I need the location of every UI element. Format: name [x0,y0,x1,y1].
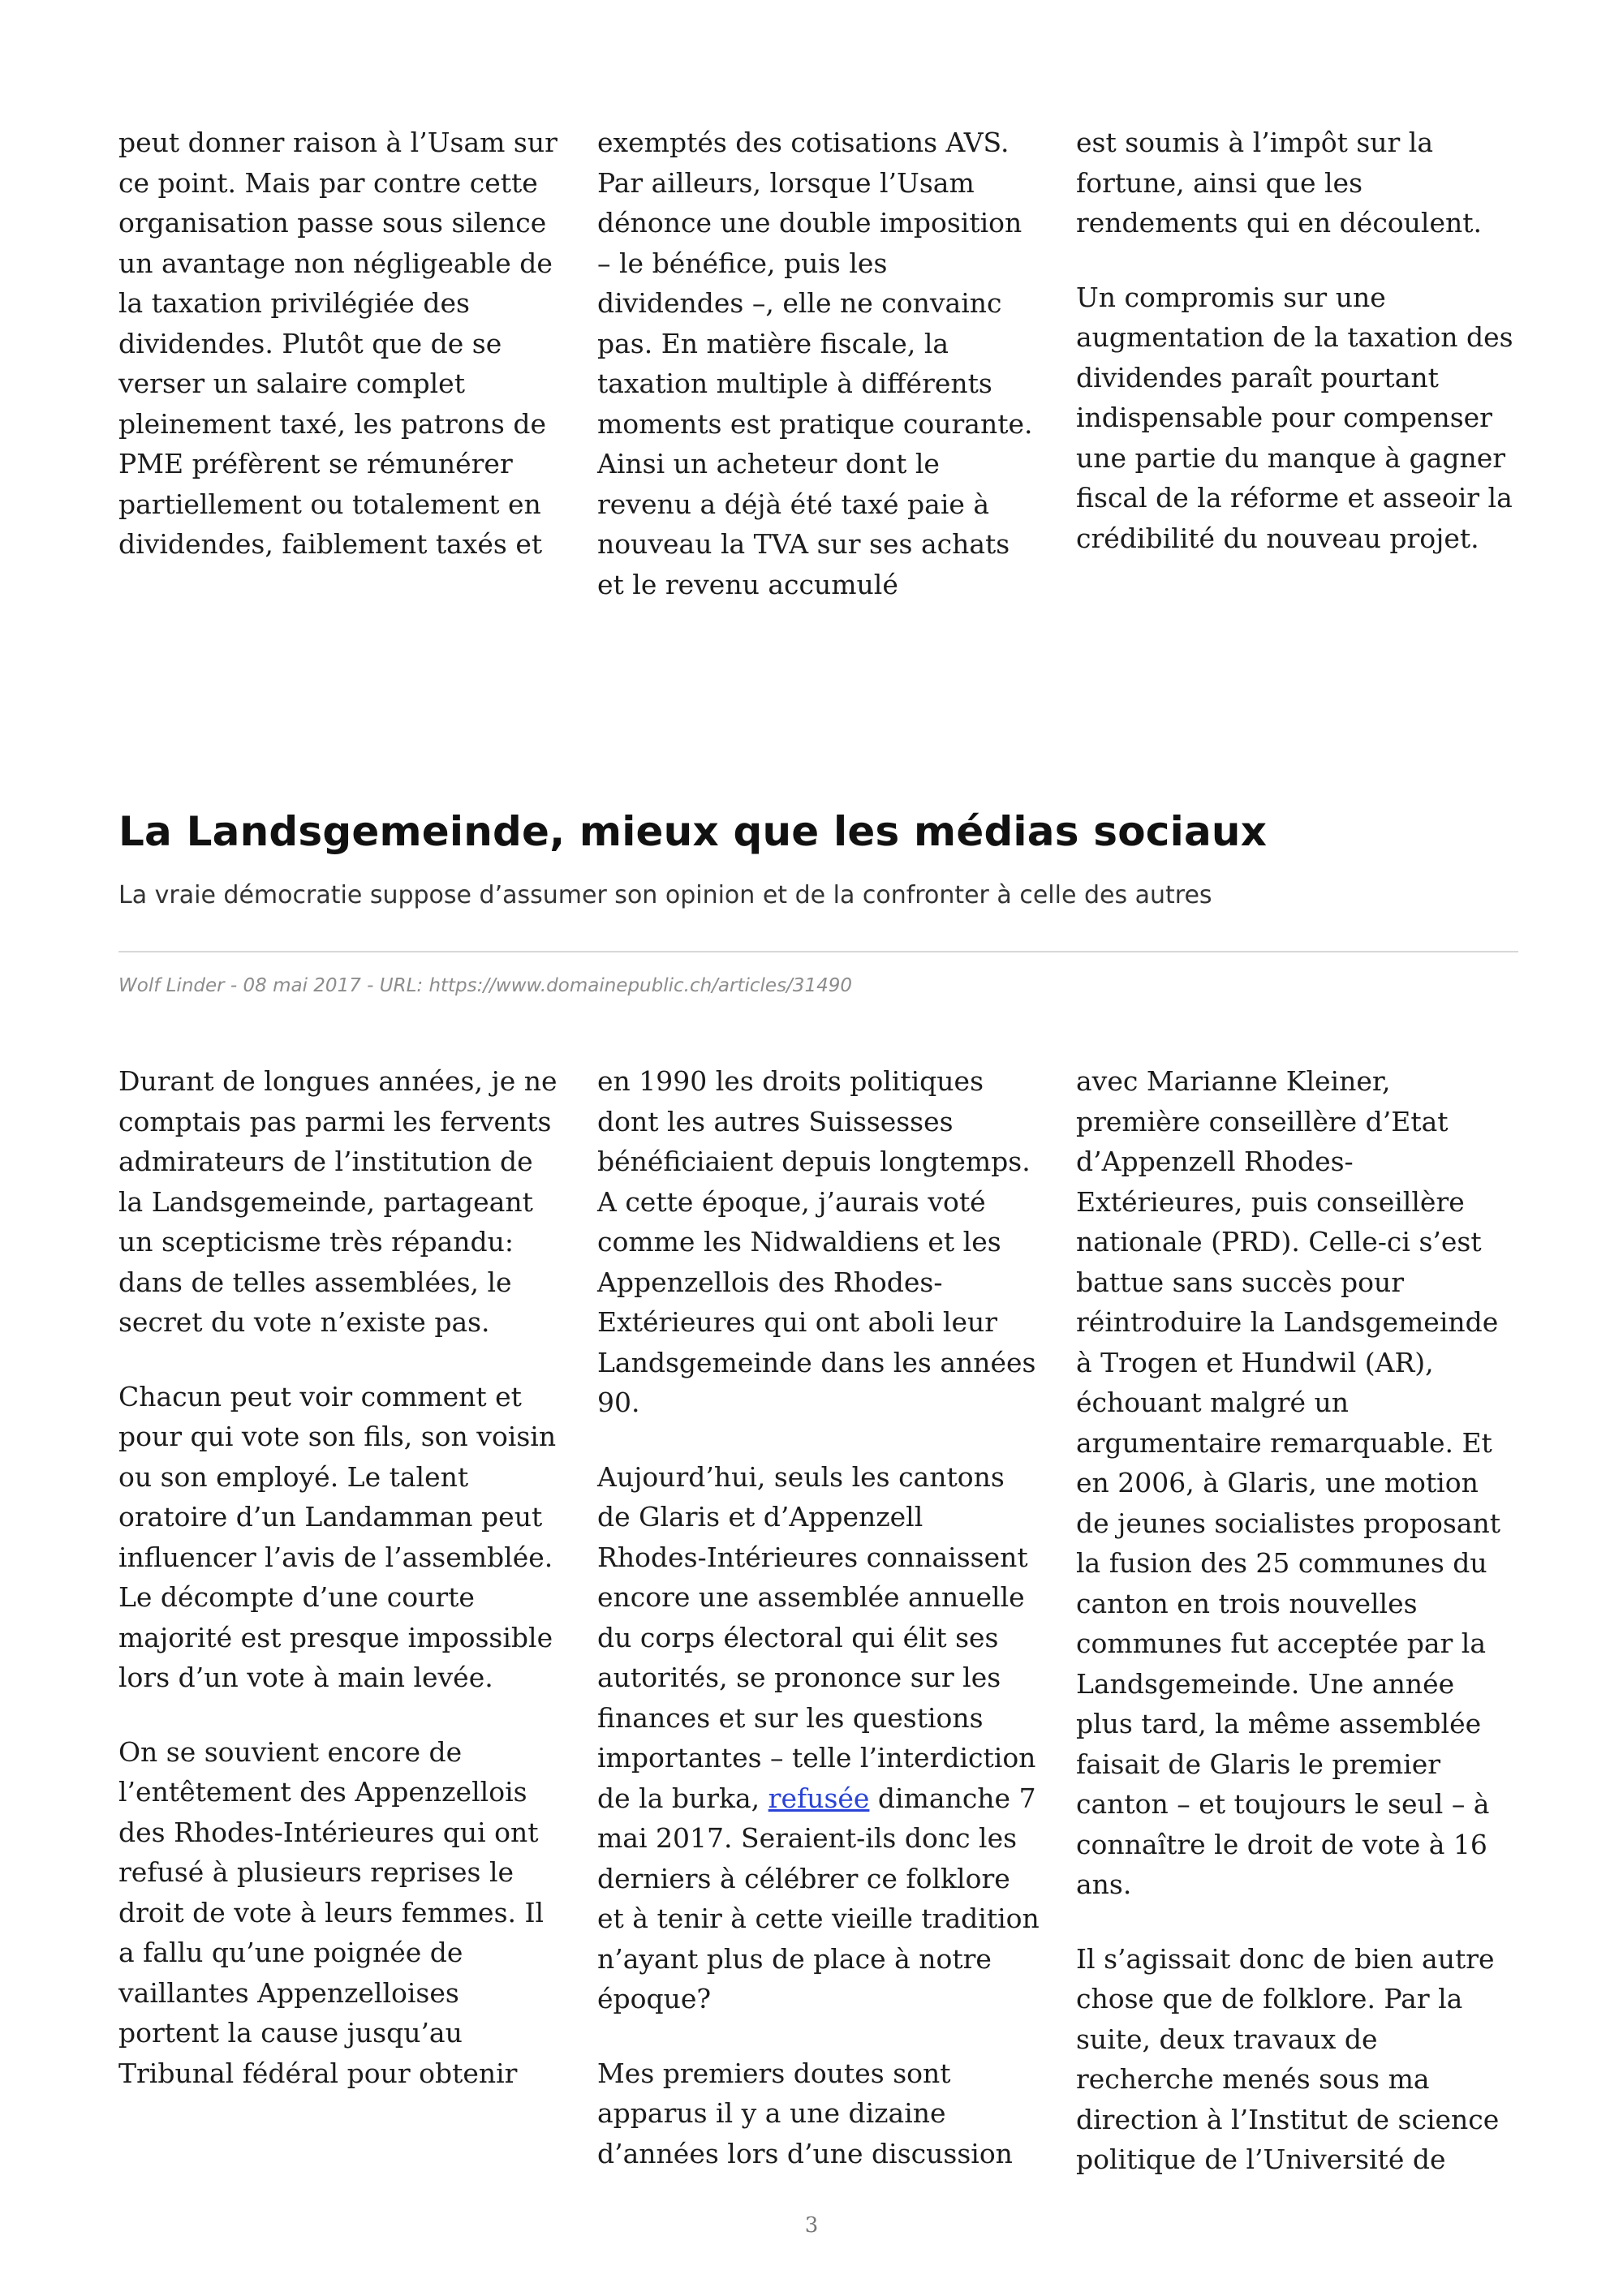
paragraph: peut donner raison à l’Usam sur ce point. Mais par contre cette organisation passe sous silence un avantage non négligeable de la taxation privilégiée des dividendes. Plutôt que de se verser un salaire complet pleinement taxé, les patrons de PME préfèrent se rémunérer partiellement ou totalement en dividendes, faiblement taxés et [118,127,558,560]
paragraph: en 1990 les droits politiques dont les autres Suissesses bénéficiaient depuis longtemps. A cette époque, j’aurais voté comme les Nidwaldiens et les Appenzellois des Rhodes-Extérieures qui ont aboli leur Landsgemeinde dans les années 90. [597,1065,1036,1418]
paragraph: Il s’agissait donc de bien autre chose que de folklore. Par la suite, deux travaux de recherche menés sous ma direction à l’Institut de science politique de l’Université de [1076,1942,1500,2175]
paragraph-text: Aujourd’hui, seuls les cantons de Glaris et d’Appenzell Rhodes-Intérieures connaissent encore une assemblée annuelle du corps électoral qui élit ses autorités, se prononce sur les finances et sur les questions importantes – telle l’interdiction de la burka, [597,1460,1036,1814]
text-column-1 [118,1061,561,2180]
paragraph-text: dimanche 7 mai 2017. Seraient-ils donc les derniers à célébrer ce folklore et à tenir à cette vieille tradition n’ayant plus de place à notre époque? [597,1782,1040,2014]
text-column-3 [1076,123,1518,604]
article-subtitle: La vraie démocratie suppose d’assumer son opinion et de la confronter à celle des autres [118,881,1212,909]
paragraph: On se souvient encore de l’entêtement des Appenzellois des Rhodes-Intérieures qui ont refusé à plusieurs reprises le droit de vote à leurs femmes. Il a fallu qu’une poignée de vaillantes Appenzelloises portent la cause jusqu’au Tribunal fédéral pour obtenir [118,1735,545,2089]
text-column-3 [1076,1061,1518,2180]
text-column-1 [118,123,561,604]
paragraph [597,1457,1040,2019]
article-title: La Landsgemeinde, mieux que les médias sociaux [118,808,1268,855]
paragraph: Mes premiers doutes sont apparus il y a une dizaine d’années lors d’une discussion [597,2057,1013,2169]
text-column-2 [597,1061,1040,2180]
paragraph: avec Marianne Kleiner, première conseillère d’Etat d’Appenzell Rhodes-Extérieures, puis conseillère nationale (PRD). Celle-ci s’est battue sans succès pour réintroduire la Landsgemeinde à Trogen et Hundwil (AR), échouant malgré un argumentaire remarquable. Et en 2006, à Glaris, une motion de jeunes socialistes proposant la fusion des 25 communes du canton en trois nouvelles communes fut acceptée par la Landsgemeinde. Une année plus tard, la même assemblée faisait de Glaris le premier canton – et toujours le seul – à connaître le droit de vote à 16 ans. [1076,1065,1501,1900]
paragraph: Un compromis sur une augmentation de la taxation des dividendes paraît pourtant indispensable pour compenser une partie du manque à gagner fiscal de la réforme et asseoir la crédibilité du nouveau projet. [1076,281,1513,554]
divider [118,951,1518,952]
paragraph: exemptés des cotisations AVS. Par ailleurs, lorsque l’Usam dénonce une double imposition – le bénéfice, puis les dividendes –, elle ne convainc pas. En matière fiscale, la taxation multiple à différents moments est pratique courante. Ainsi un acheteur dont le revenu a déjà été taxé paie à nouveau la TVA sur ses achats et le revenu accumulé [597,127,1033,600]
article-meta: Wolf Linder - 08 mai 2017 - URL: https://www.domainepublic.ch/articles/31490 [118,975,852,996]
previous-article-continuation [118,123,1518,604]
article-body [118,1061,1518,2180]
refusee-link[interactable]: refusée [768,1782,870,1814]
page-number: 3 [804,2213,819,2238]
paragraph: Chacun peut voir comment et pour qui vote son fils, son voisin ou son employé. Le talent oratoire d’un Landamman peut influencer l’avis de l’assemblée. Le décompte d’une courte majorité est presque impossible lors d’un vote à main levée. [118,1380,557,1693]
paragraph: est soumis à l’impôt sur la fortune, ainsi que les rendements qui en découlent. [1076,127,1483,239]
paragraph: Durant de longues années, je ne comptais pas parmi les fervents admirateurs de l’institution de la Landsgemeinde, partageant un scepticisme très répandu: dans de telles assemblées, le secret du vote n’existe pas. [118,1065,558,1338]
text-column-2 [597,123,1040,604]
